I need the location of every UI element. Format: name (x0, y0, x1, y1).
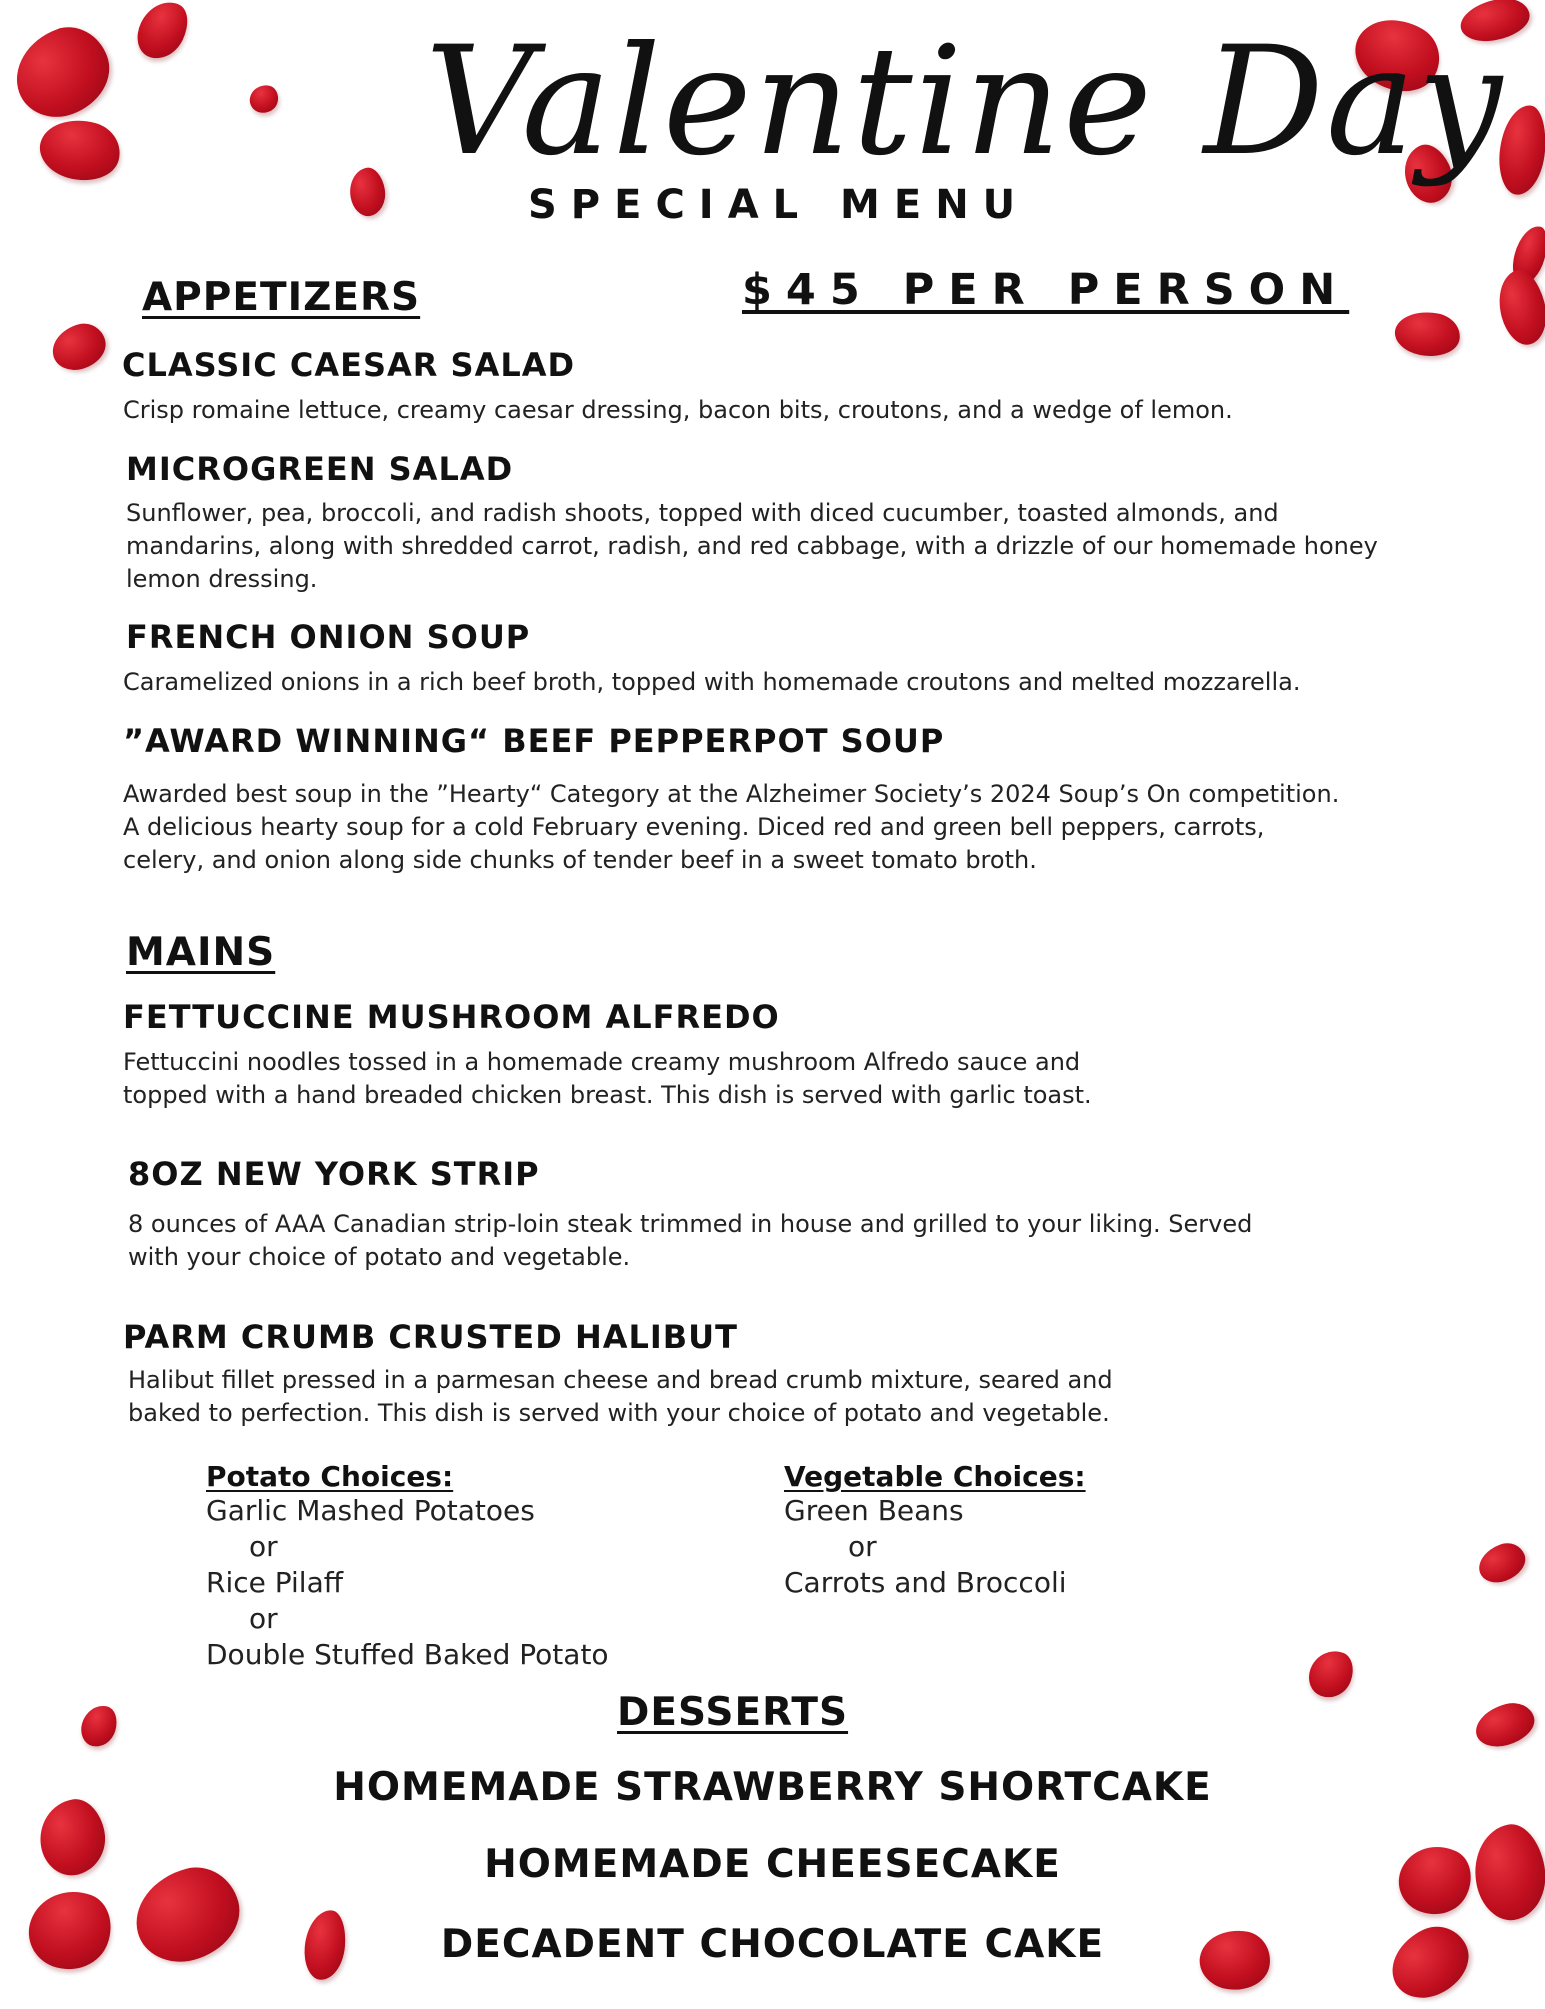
vegetable-choices (784, 1460, 1086, 1601)
menu-title: Valentine Day (425, 15, 1505, 189)
mains-heading: MAINS (126, 930, 276, 975)
dessert-item: HOMEMADE CHEESECAKE (484, 1842, 1061, 1887)
vegetable-choices-heading: Vegetable Choices: (784, 1460, 1086, 1493)
menu-item-description: Sunflower, pea, broccoli, and radish shoots, topped with diced cucumber, toasted almonds, and mandarins, along with shredded carrot, radish, and red cabbage, with a drizzle of our homemade honey lemon dressing. (126, 499, 1378, 593)
choice-option: Garlic Mashed Potatoes (206, 1494, 535, 1527)
choice-separator: or (249, 1530, 278, 1563)
menu-item-description: Crisp romaine lettuce, creamy caesar dressing, bacon bits, croutons, and a wedge of lemon. (123, 396, 1233, 424)
rose-petal-icon (346, 165, 389, 218)
price-per-person: $45 PER PERSON (742, 265, 1350, 315)
menu-item-description: Fettuccini noodles tossed in a homemade creamy mushroom Alfredo sauce and topped with a hand breaded chicken breast. This dish is served with garlic toast. (123, 1048, 1092, 1109)
rose-petal-icon (47, 319, 111, 375)
menu-item-description: Awarded best soup in the ”Hearty“ Category at the Alzheimer Society’s 2024 Soup’s On competition. A delicious hearty soup for a cold February evening. Diced red and green bell peppers, carrots, celery, and onion along side chunks of tender beef in a sweet tomato broth. (123, 780, 1340, 874)
menu-item-title: ”AWARD WINNING“ BEEF PEPPERPOT SOUP (123, 722, 945, 760)
menu-item-title: FETTUCCINE MUSHROOM ALFREDO (123, 998, 780, 1036)
menu-item-title: CLASSIC CAESAR SALAD (122, 346, 576, 384)
menu-item-description: 8 ounces of AAA Canadian strip-loin steak trimmed in house and grilled to your liking. Served with your choice of potato and vegetable. (128, 1210, 1253, 1271)
choice-option: Carrots and Broccoli (784, 1566, 1067, 1599)
choice-separator: or (848, 1530, 877, 1563)
appetizers-heading: APPETIZERS (142, 275, 421, 320)
rose-petal-icon (34, 111, 127, 190)
rose-petal-icon (3, 16, 121, 128)
dessert-item: HOMEMADE STRAWBERRY SHORTCAKE (333, 1765, 1212, 1810)
menu-item-title: PARM CRUMB CRUSTED HALIBUT (123, 1318, 738, 1356)
choice-separator: or (249, 1602, 278, 1635)
rose-petal-icon (1303, 1644, 1359, 1703)
choice-option: Green Beans (784, 1494, 964, 1527)
desserts-heading: DESSERTS (617, 1690, 849, 1735)
rose-petal-icon (1491, 265, 1545, 349)
menu-item-title: MICROGREEN SALAD (126, 450, 514, 488)
rose-petal-icon (1392, 307, 1464, 362)
rose-petal-icon (77, 1701, 121, 1750)
choice-option: Double Stuffed Baked Potato (206, 1638, 609, 1671)
rose-petal-icon (1473, 1538, 1530, 1588)
menu-item-title: FRENCH ONION SOUP (126, 618, 531, 656)
choice-option: Rice Pilaff (206, 1566, 344, 1599)
dessert-item: DECADENT CHOCOLATE CAKE (440, 1922, 1105, 1967)
potato-choices (206, 1460, 609, 1673)
menu-item-description: Caramelized onions in a rich beef broth, topped with homemade croutons and melted mozzarella. (123, 668, 1301, 696)
potato-choices-heading: Potato Choices: (206, 1460, 454, 1493)
menu-item-title: 8OZ NEW YORK STRIP (128, 1155, 540, 1193)
menu-item-description: Halibut fillet pressed in a parmesan cheese and bread crumb mixture, seared and baked to perfection. This dish is served with your choice of potato and vegetable. (128, 1366, 1113, 1427)
rose-petal-icon (1471, 1698, 1539, 1752)
rose-petal-icon (248, 83, 280, 115)
menu-subtitle: SPECIAL MENU (528, 182, 1030, 228)
rose-petal-icon (129, 0, 195, 67)
